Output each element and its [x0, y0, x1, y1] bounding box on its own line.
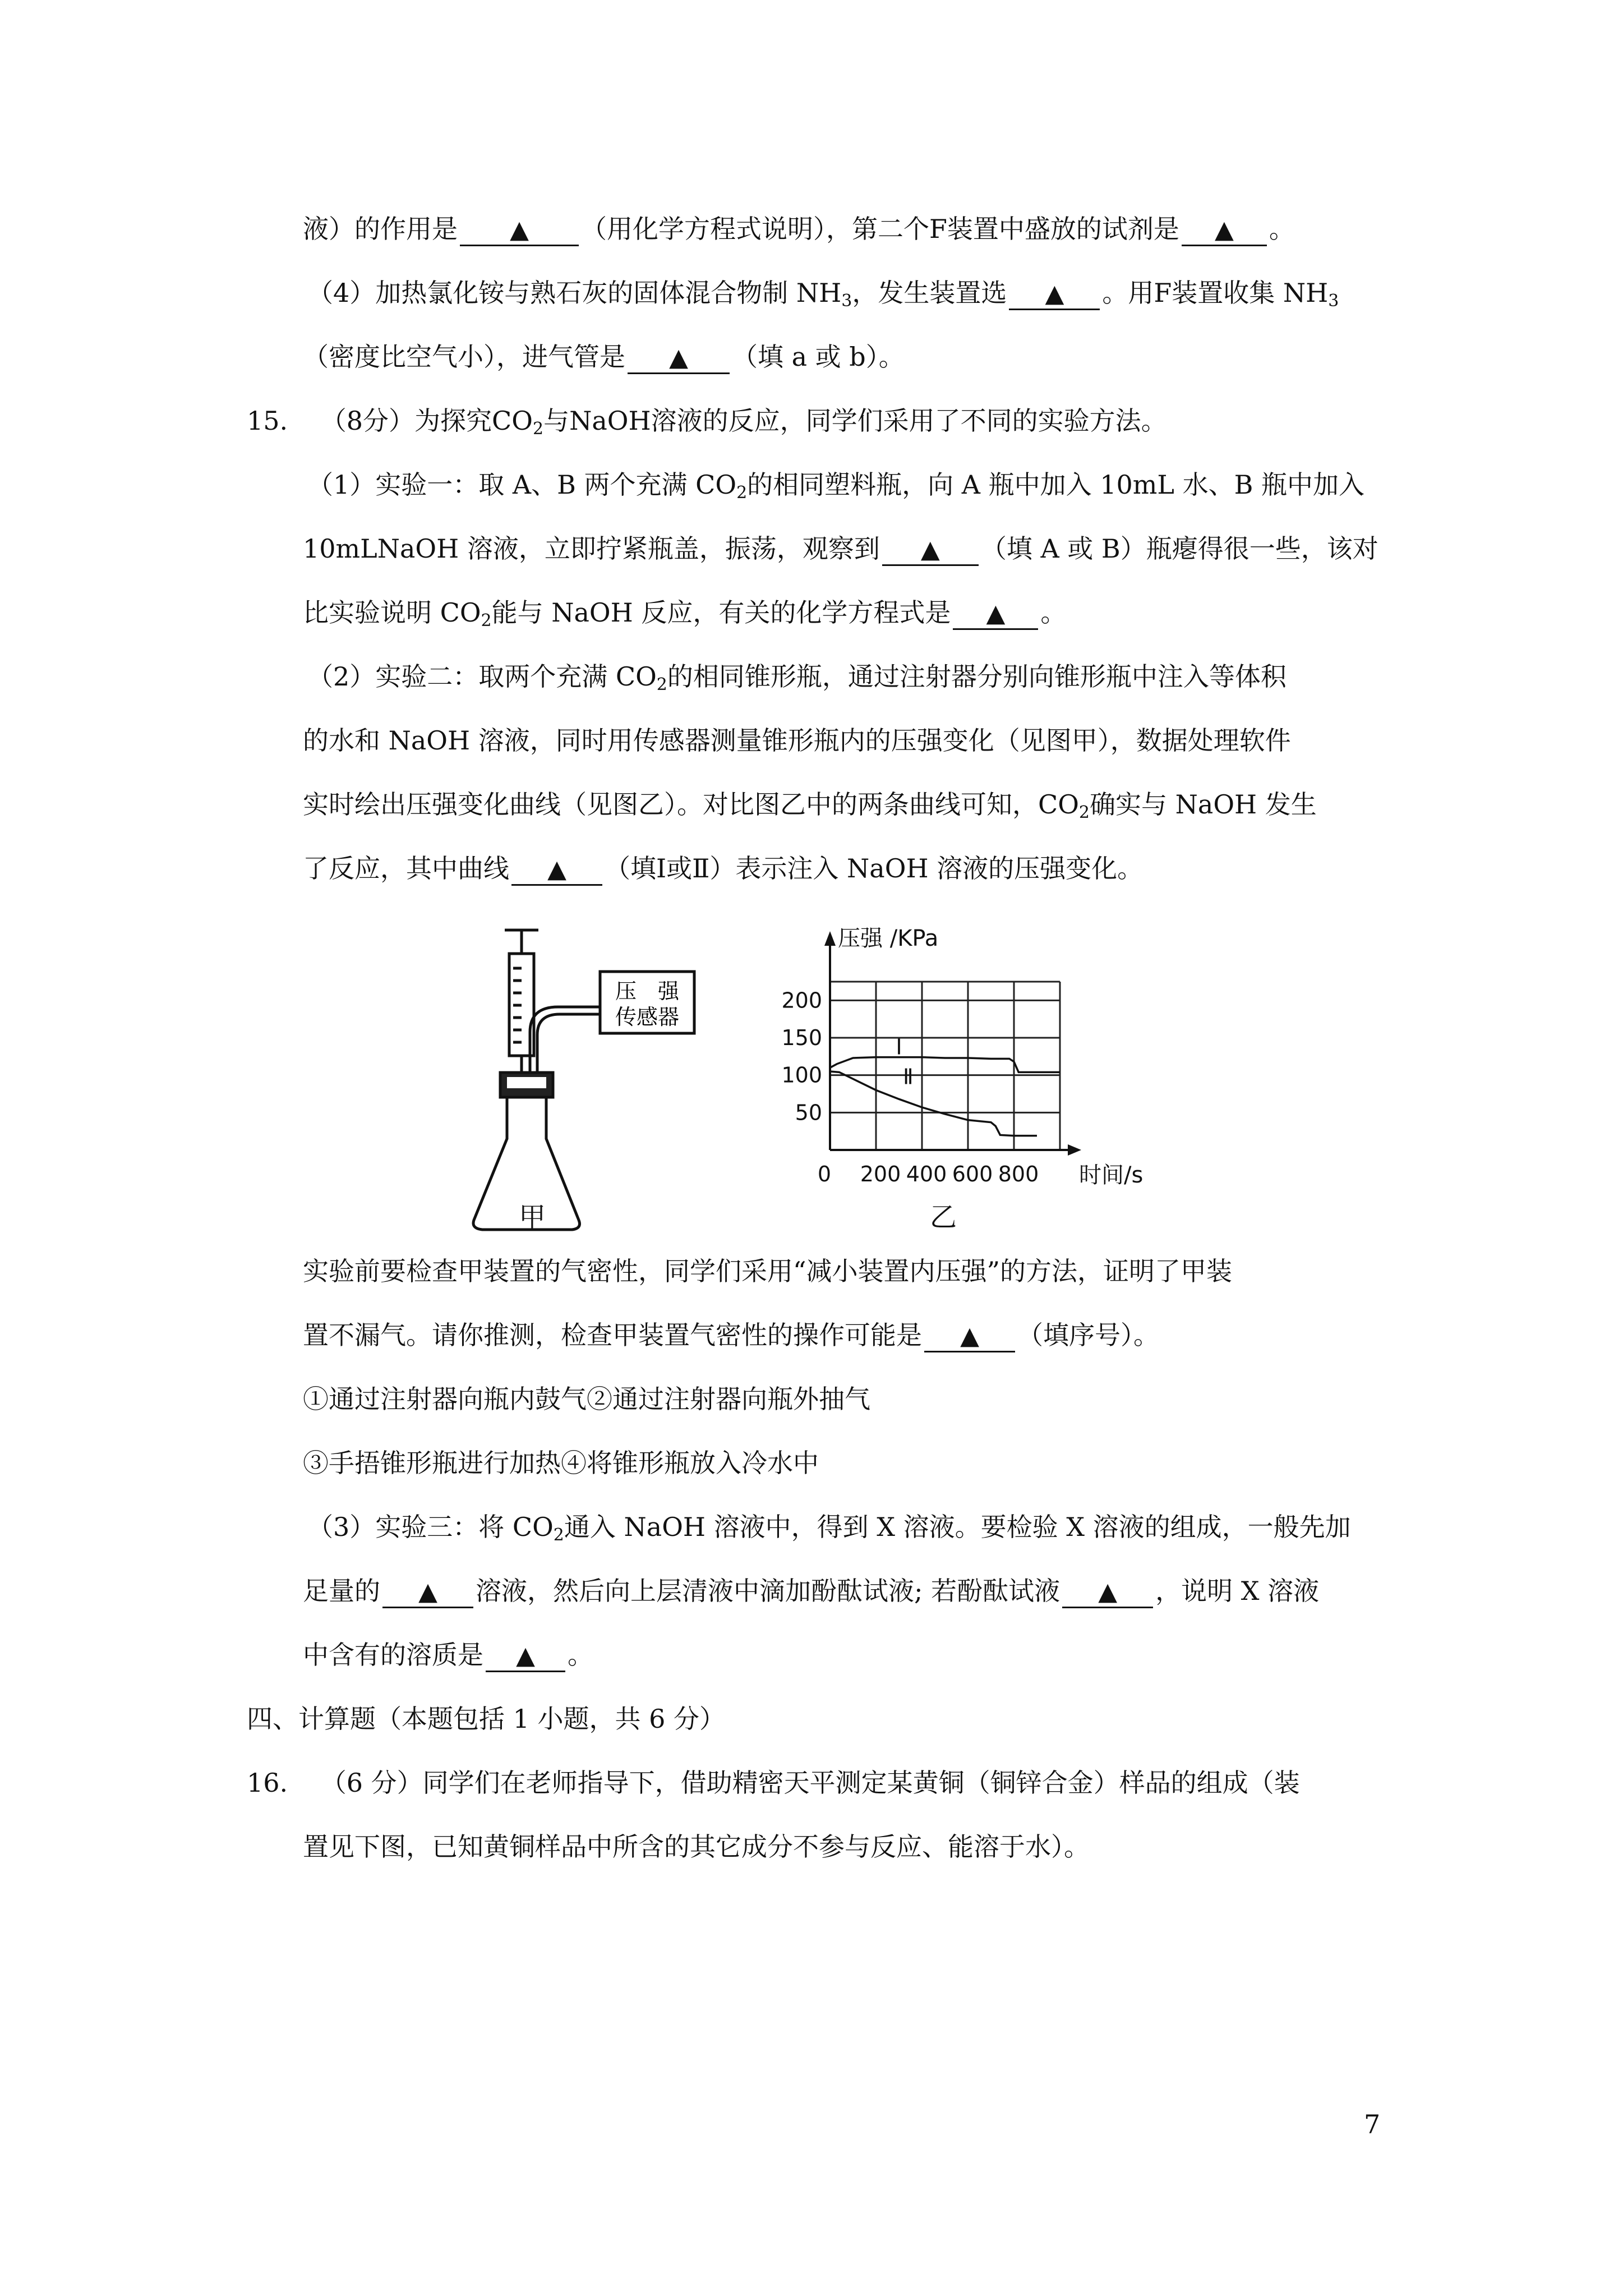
text-line-8 [307, 660, 1287, 693]
y-tick-label: 50 [795, 1100, 822, 1125]
text: ③手捂锥形瓶进行加热④将锥形瓶放入冷水中 [303, 1448, 819, 1478]
y-tick-label: 100 [781, 1062, 822, 1088]
question-15-header [247, 404, 1167, 438]
answer-blank[interactable] [1009, 278, 1100, 310]
answer-blank[interactable] [953, 598, 1038, 630]
y-axis-label: 压强 /KPa [838, 926, 939, 951]
text: 实验前要检查甲装置的气密性，同学们采用“减小装置内压强”的方法，证明了甲装 [303, 1256, 1233, 1286]
subscript: 2 [736, 483, 748, 503]
blank-marker: ▲ [510, 215, 529, 244]
text: 置见下图，已知黄铜样品中所含的其它成分不参与反应、能溶于水）。 [303, 1832, 1090, 1862]
text-line-21 [303, 1830, 1090, 1864]
text: 能与 NaOH 反应，有关的化学方程式是 [491, 597, 951, 628]
text: （填 A 或 B）瓶瘪得很一些，该对 [980, 533, 1378, 564]
option-line-1 [303, 1382, 870, 1416]
chart-axes [824, 931, 1081, 1156]
subscript: 2 [532, 419, 544, 439]
text: （密度比空气小），进气管是 [303, 342, 625, 372]
option-line-2 [303, 1446, 819, 1480]
y-tick-label: 200 [781, 988, 822, 1013]
subscript: 3 [841, 291, 852, 311]
text-line-3 [303, 340, 905, 374]
question-16-header [247, 1766, 1300, 1800]
text: 溶液，然后向上层清液中滴加酚酞试液; 若酚酞试液 [476, 1576, 1061, 1606]
text: 确实与 NaOH 发生 [1090, 789, 1317, 820]
text-line-16 [307, 1510, 1351, 1544]
text: （填 a 或 b）。 [732, 342, 905, 372]
text: 与NaOH溶液的反应，同学们采用了不同的实验方法。 [543, 406, 1167, 436]
answer-blank[interactable] [628, 342, 730, 374]
x-tick-label: 400 [906, 1162, 947, 1186]
text-line-1 [303, 212, 1295, 246]
y-tick-label: 150 [781, 1025, 822, 1050]
text: 中含有的溶质是 [303, 1640, 483, 1670]
text-line-7 [303, 596, 1066, 630]
x-tick-label: 0 [817, 1162, 832, 1186]
apparatus-figure-jia [465, 914, 712, 1245]
x-axis-arrow [1068, 1144, 1081, 1156]
answer-blank[interactable] [1062, 1576, 1153, 1608]
text: 足量的 [303, 1576, 380, 1606]
text-line-9 [303, 724, 1291, 757]
text-line-10 [303, 788, 1317, 821]
blank-marker: ▲ [418, 1577, 437, 1606]
section-four-heading [247, 1702, 725, 1736]
blank-marker: ▲ [669, 343, 688, 372]
answer-blank[interactable] [460, 214, 579, 246]
text: 的相同锥形瓶，通过注射器分别向锥形瓶中注入等体积 [667, 661, 1287, 692]
subscript: 3 [1328, 291, 1339, 311]
curve-label-2: Ⅱ [903, 1064, 914, 1089]
chart-grid [830, 982, 1060, 1150]
text: 液）的作用是 [303, 214, 458, 244]
text: （用化学方程式说明），第二个F装置中盛放的试剂是 [581, 214, 1179, 244]
text-line-18 [303, 1638, 593, 1672]
blank-marker: ▲ [920, 535, 940, 564]
text: 。 [1269, 214, 1295, 244]
text: （填序号）。 [1017, 1320, 1159, 1350]
text: （3）实验三：将 CO [307, 1512, 554, 1542]
blank-marker: ▲ [547, 855, 566, 884]
text: 四、计算题（本题包括 1 小题，共 6 分） [247, 1704, 726, 1734]
text-line-12 [303, 1254, 1232, 1288]
text: （6 分）同学们在老师指导下，借助精密天平测定某黄铜（铜锌合金）样品的组成（装 [320, 1768, 1300, 1798]
text: （填Ⅰ或Ⅱ）表示注入 NaOH 溶液的压强变化。 [605, 853, 1144, 884]
blank-marker: ▲ [516, 1641, 535, 1670]
text: （4）加热氯化铵与熟石灰的固体混合物制 NH [307, 278, 842, 308]
text: ，发生装置选 [852, 278, 1007, 308]
text-line-2 [307, 276, 1339, 310]
question-number: 15. [247, 406, 288, 436]
text: 了反应，其中曲线 [303, 853, 509, 884]
subscript: 2 [656, 675, 667, 694]
question-number: 16. [247, 1768, 288, 1798]
series-line-1 [830, 1057, 1060, 1073]
text-line-17 [303, 1574, 1319, 1608]
page-number: 7 [1364, 2109, 1381, 2139]
text: 通入 NaOH 溶液中，得到 X 溶液。要检验 X 溶液的组成，一般先加 [564, 1512, 1351, 1542]
sensor-label-line2: 传感器 [615, 1005, 680, 1029]
sensor-label-line1: 压 强 [615, 979, 680, 1004]
text-line-5 [307, 468, 1364, 501]
x-axis-label: 时间/s [1079, 1162, 1144, 1188]
text: ，说明 X 溶液 [1155, 1576, 1320, 1606]
answer-blank[interactable] [511, 854, 602, 886]
text: 实时绘出压强变化曲线（见图乙）。对比图乙中的两条曲线可知，CO [303, 789, 1079, 820]
text: 。用F装置收集 NH [1102, 278, 1329, 308]
figure-caption-yi: 乙 [930, 1202, 957, 1233]
text-line-13 [303, 1318, 1159, 1352]
text: 的水和 NaOH 溶液，同时用传感器测量锥形瓶内的压强变化（见图甲），数据处理软件 [303, 725, 1291, 756]
subscript: 2 [553, 1525, 564, 1545]
x-tick-label: 200 [860, 1162, 901, 1186]
text-line-11 [303, 852, 1143, 886]
answer-blank[interactable] [486, 1640, 565, 1672]
text: 比实验说明 CO [303, 597, 481, 628]
series-line-2 [830, 1071, 1037, 1136]
blank-marker: ▲ [960, 1322, 979, 1350]
blank-marker: ▲ [1215, 215, 1234, 244]
pressure-chart [757, 914, 1206, 1228]
text: 。 [568, 1640, 593, 1670]
answer-blank[interactable] [924, 1320, 1015, 1352]
chart-series [830, 1057, 1060, 1136]
text: （8分）为探究CO [320, 406, 533, 436]
sensor-tube [530, 1007, 600, 1073]
blank-marker: ▲ [1045, 279, 1064, 308]
blank-marker: ▲ [986, 599, 1006, 628]
subscript: 2 [1078, 803, 1090, 822]
text: 10mLNaOH 溶液，立即拧紧瓶盖，振荡，观察到 [303, 533, 880, 564]
blank-marker: ▲ [1098, 1577, 1118, 1606]
text: （1）实验一：取 A、B 两个充满 CO [307, 470, 737, 500]
y-axis-arrow [824, 931, 836, 946]
figure-caption-jia: 甲 [519, 1202, 546, 1233]
curve-label-1: Ⅰ [896, 1034, 902, 1060]
subscript: 2 [481, 611, 492, 631]
answer-blank[interactable] [1182, 214, 1267, 246]
answer-blank[interactable] [882, 534, 979, 566]
text-line-6 [303, 532, 1378, 566]
text: ①通过注射器向瓶内鼓气②通过注射器向瓶外抽气 [303, 1384, 870, 1414]
text: （2）实验二：取两个充满 CO [307, 661, 657, 692]
x-tick-label: 600 [952, 1162, 993, 1186]
text: 置不漏气。请你推测，检查甲装置气密性的操作可能是 [303, 1320, 922, 1350]
x-tick-label: 800 [998, 1162, 1039, 1186]
text: 的相同塑料瓶，向 A 瓶中加入 10mL 水、B 瓶中加入 [747, 470, 1365, 500]
answer-blank[interactable] [382, 1576, 473, 1608]
text: 。 [1040, 597, 1067, 628]
